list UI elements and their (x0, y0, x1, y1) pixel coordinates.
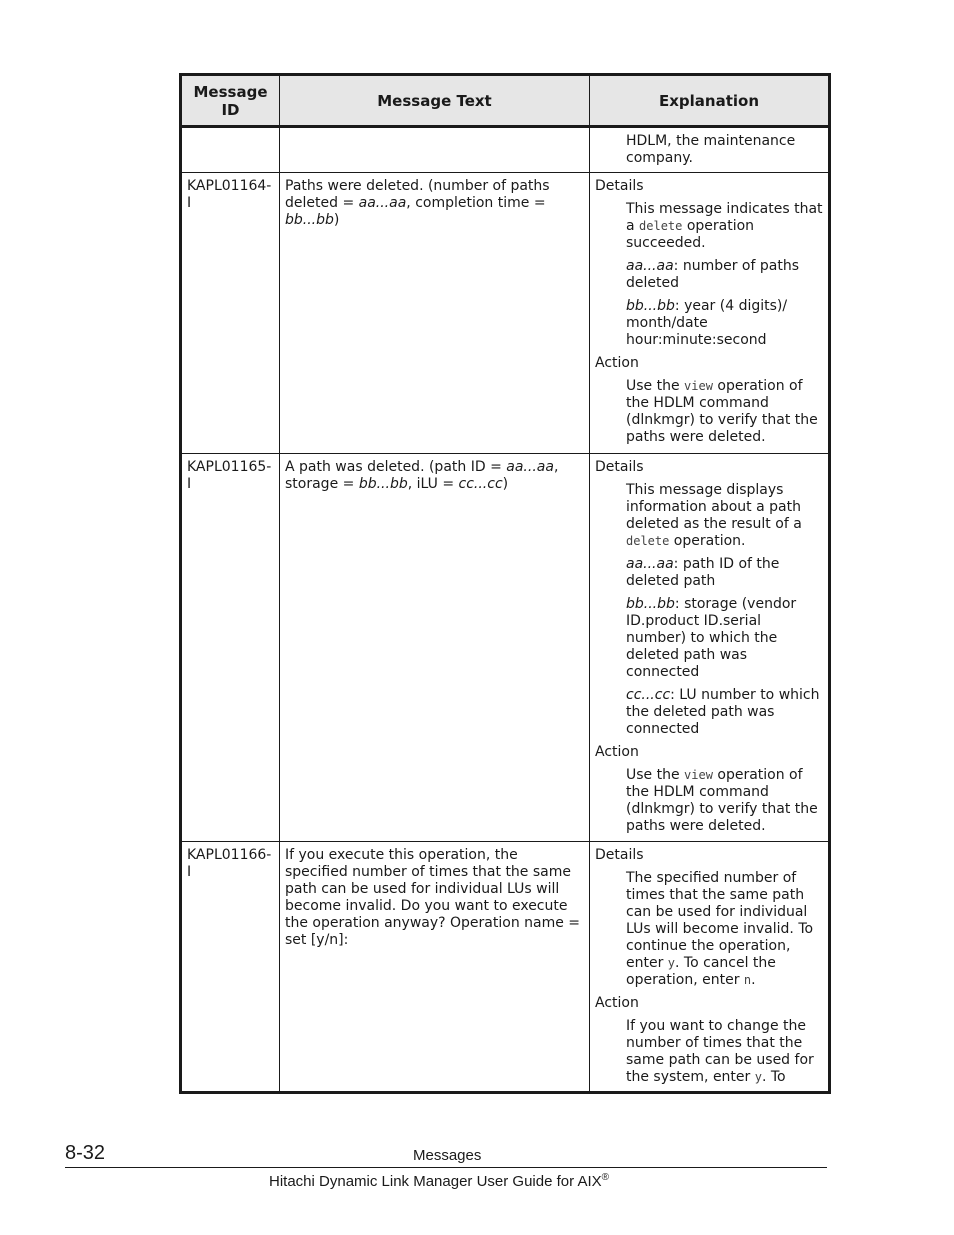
details-label: Details (595, 178, 644, 194)
messages-table (179, 73, 831, 1094)
cell-continued-explanation (590, 127, 830, 173)
details-variable: bb...bb: storage (vendor ID.product ID.serial number) to which the deleted path was connected (626, 596, 797, 680)
action-label: Action (595, 355, 639, 371)
message-text: Paths were deleted. (number of paths deleted = aa...aa, completion time = bb...bb) (280, 173, 590, 454)
table-row (181, 454, 830, 842)
page-number: 8-32 (65, 1142, 106, 1164)
footer-document-title (269, 1172, 609, 1190)
table-row (181, 173, 830, 454)
table-row (181, 842, 830, 1093)
action-text: Use the view operation of the HDLM command (dlnkmgr) to verify that the paths were deleted. (626, 767, 818, 834)
footer-section-name: Messages (413, 1147, 482, 1164)
details-text: This message displays information about a path deleted as the result of a delete operation. (626, 482, 802, 549)
footer-divider (65, 1167, 827, 1168)
message-text: If you execute this operation, the specified number of times that the same path can be used for individual LUs will become invalid. Do you want to execute the operation anyway? Operation name = set [y/n]: (280, 842, 590, 1093)
message-id: KAPL01166-I (181, 842, 280, 1093)
message-id: KAPL01164-I (181, 173, 280, 454)
continued-text: HDLM, the maintenance company. (626, 133, 796, 166)
header-explanation: Explanation (590, 75, 830, 127)
details-label: Details (595, 847, 644, 863)
details-variable: bb...bb: year (4 digits)/ month/date hour:minute:second (626, 298, 788, 348)
header-row (181, 75, 830, 127)
cell-empty-id (181, 127, 280, 173)
message-explanation (590, 173, 830, 454)
details-label: Details (595, 459, 644, 475)
details-variable: aa...aa: path ID of the deleted path (626, 556, 780, 589)
action-label: Action (595, 995, 639, 1011)
header-message-id: Message ID (181, 75, 280, 127)
message-explanation (590, 454, 830, 842)
cell-empty-text (280, 127, 590, 173)
message-id: KAPL01165-I (181, 454, 280, 842)
action-text: Use the view operation of the HDLM command (dlnkmgr) to verify that the paths were deleted. (626, 378, 818, 445)
details-text: The specified number of times that the same path can be used for individual LUs will become invalid. To continue the operation, enter y. To cancel the operation, enter n. (626, 870, 814, 988)
message-explanation (590, 842, 830, 1093)
details-variable: cc...cc: LU number to which the deleted path was connected (626, 687, 820, 737)
action-label: Action (595, 744, 639, 760)
document-title-text: Hitachi Dynamic Link Manager User Guide for AIX (269, 1173, 602, 1190)
message-text: A path was deleted. (path ID = aa...aa, storage = bb...bb, iLU = cc...cc) (280, 454, 590, 842)
action-text: If you want to change the number of times that the same path can be used for the system, enter y. To (626, 1018, 814, 1085)
header-message-text: Message Text (280, 75, 590, 127)
registered-mark: ® (601, 1172, 610, 1183)
details-text: This message indicates that a delete operation succeeded. (626, 201, 823, 251)
table-row-continuation (181, 127, 830, 173)
details-variable: aa...aa: number of paths deleted (626, 258, 799, 291)
